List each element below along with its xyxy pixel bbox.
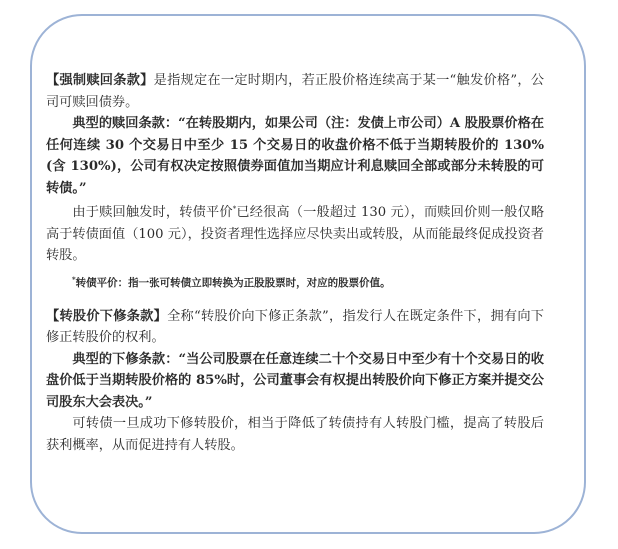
reset-clause-example: 典型的下修条款：“当公司股票在任意连续二十个交易日中至少有十个交易日的收盘价低于当期转股价格的 85%时，公司董事会有权提出转股价向下修正方案并提交公司股东大会表决。” [46, 351, 544, 410]
redemption-clause-intro: 【强制赎回条款】是指规定在一定时期内，若正股价格连续高于某一“触发价格”，公司可赎回债券。 [46, 73, 545, 110]
reset-clause-explanation: 可转债一旦成功下修转股价，相当于降低了转债持有人转股门槛，提高了转股后获利概率，从而促进持有人转股。 [46, 416, 544, 453]
document-content [46, 70, 544, 456]
reset-clause-title: 【转股价下修条款】 [46, 308, 168, 324]
redemption-clause-example: 典型的赎回条款：“在转股期内，如果公司（注：发债上市公司）A 股股票价格在任何连续 30 个交易日中至少 15 个交易日的收盘价格不低于当期转股价的 130%(含 130%)，公司有权决定按照债券面值加当期应计利息赎回全部或部分未转股的可转债。” [46, 116, 545, 196]
footnote: *转债平价：指一张可转债立即转换为正股股票时，对应的股票价值。 [72, 274, 391, 289]
redemption-clause-explanation: 由于赎回触发时，转债平价*已经很高（一般超过 130 元），而赎回价则一般仅略高于转债面值（100 元），投资者理性选择应尽快卖出或转股，从而能最终促成投资者转股。 [46, 205, 545, 263]
redemption-clause-title: 【强制赎回条款】 [46, 73, 154, 88]
reset-clause-intro: 【转股价下修条款】全称“转股价向下修正条款”，指发行人在既定条件下，拥有向下修正转股价的权利。 [46, 308, 544, 345]
footnote-reference: * [232, 205, 237, 213]
